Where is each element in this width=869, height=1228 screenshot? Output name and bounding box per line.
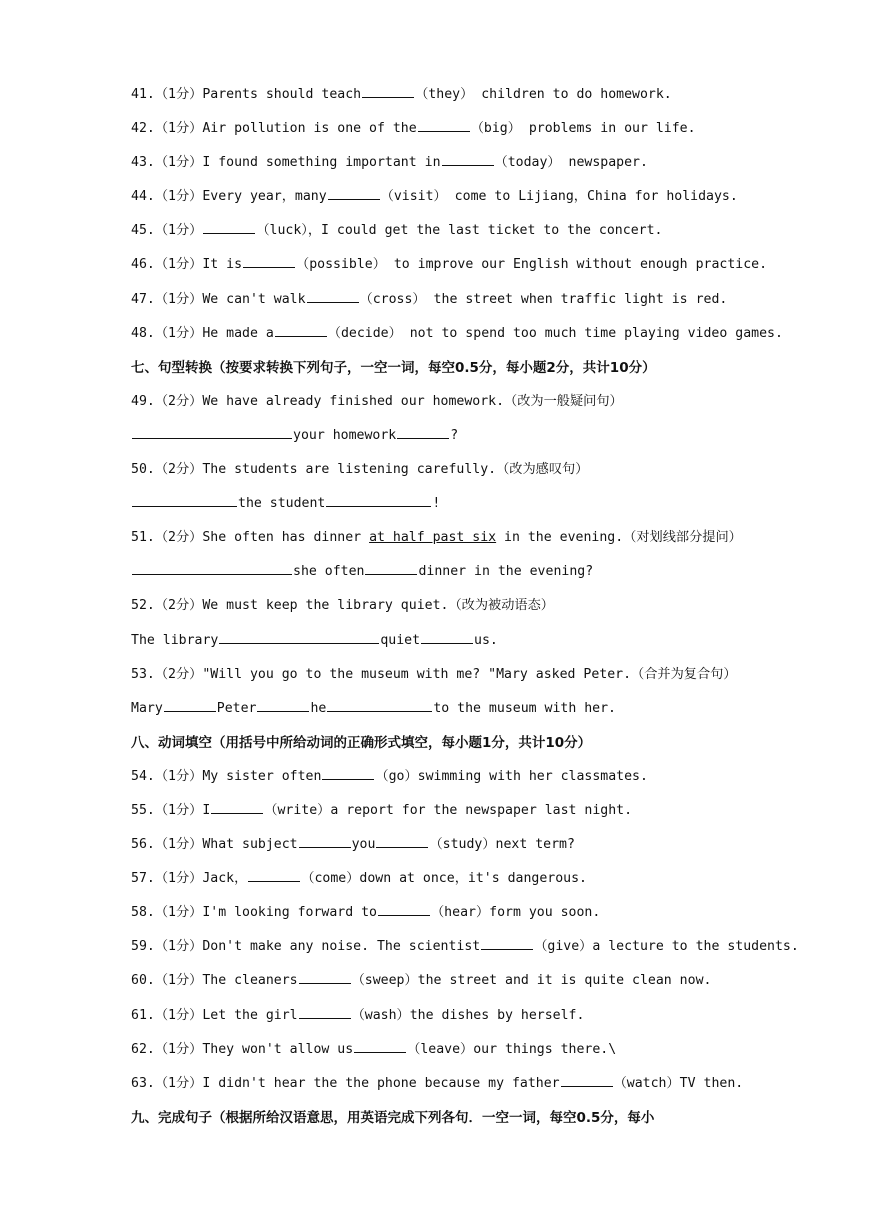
question-53-answer: Mary Peter he to the museum with her.	[131, 696, 741, 730]
answer-blank[interactable]	[211, 798, 263, 814]
question-57: 57.（1分）Jack， （come）down at once，it's dangerous.	[131, 866, 741, 900]
question-58: 58.（1分）I'm looking forward to （hear）form you soon.	[131, 900, 741, 934]
answer-blank[interactable]	[248, 866, 300, 882]
question-51: 51.（2分）She often has dinner at half past six in the evening.（对划线部分提问）	[131, 530, 742, 546]
answer-blank[interactable]	[365, 559, 417, 575]
section-7-heading: 七、句型转换（按要求转换下列句子，一空一词，每空0.5分，每小题2分，共计10分）	[131, 359, 656, 376]
question-63: 63.（1分）I didn't hear the the phone because my father （watch）TV then.	[131, 1071, 741, 1105]
answer-blank[interactable]	[481, 934, 533, 950]
question-49: 49.（2分）We have already finished our homework.（改为一般疑问句）	[131, 393, 623, 409]
answer-blank[interactable]	[299, 1003, 351, 1019]
question-59: 59.（1分）Don't make any noise. The scientist （give）a lecture to the students.	[131, 934, 741, 968]
worksheet-page	[131, 82, 799, 1139]
question-56: 56.（1分）What subject you （study）next term?	[131, 832, 741, 866]
underlined-phrase: at half past six	[369, 530, 497, 546]
answer-blank[interactable]	[164, 696, 216, 712]
question-43: 43.（1分）I found something important in （today） newspaper.	[131, 150, 741, 184]
question-50: 50.（2分）The students are listening carefully.（改为感叹句）	[131, 462, 589, 478]
answer-blank[interactable]	[442, 150, 494, 166]
answer-blank[interactable]	[362, 82, 414, 98]
question-61: 61.（1分）Let the girl （wash）the dishes by herself.	[131, 1003, 741, 1037]
answer-blank[interactable]	[132, 559, 292, 575]
question-52-answer: The library quiet us.	[131, 628, 741, 662]
answer-blank[interactable]	[326, 491, 431, 507]
question-42: 42.（1分）Air pollution is one of the （big） problems in our life.	[131, 116, 741, 150]
answer-blank[interactable]	[327, 696, 432, 712]
question-60: 60.（1分）The cleaners （sweep）the street and it is quite clean now.	[131, 968, 741, 1002]
question-51-answer: she often dinner in the evening?	[131, 559, 741, 593]
question-48: 48.（1分）He made a （decide） not to spend too much time playing video games.	[131, 321, 741, 355]
answer-blank[interactable]	[397, 423, 449, 439]
answer-blank[interactable]	[378, 900, 430, 916]
answer-blank[interactable]	[328, 184, 380, 200]
answer-blank[interactable]	[354, 1037, 406, 1053]
answer-blank[interactable]	[307, 287, 359, 303]
question-62: 62.（1分）They won't allow us （leave）our things there.\	[131, 1037, 741, 1071]
answer-blank[interactable]	[132, 491, 237, 507]
question-45: 45.（1分） （luck），I could get the last ticket to the concert.	[131, 218, 741, 252]
question-47: 47.（1分）We can't walk （cross） the street when traffic light is red.	[131, 287, 741, 321]
answer-blank[interactable]	[132, 423, 292, 439]
answer-blank[interactable]	[418, 116, 470, 132]
answer-blank[interactable]	[421, 628, 473, 644]
question-52: 52.（2分）We must keep the library quiet.（改为被动语态）	[131, 598, 554, 614]
question-44: 44.（1分）Every year，many （visit） come to Lijiang，China for holidays.	[131, 184, 741, 218]
answer-blank[interactable]	[243, 252, 295, 268]
question-46: 46.（1分）It is （possible） to improve our English without enough practice.	[131, 252, 741, 286]
question-55: 55.（1分）I （write）a report for the newspaper last night.	[131, 798, 741, 832]
answer-blank[interactable]	[299, 832, 351, 848]
answer-blank[interactable]	[376, 832, 428, 848]
answer-blank[interactable]	[299, 968, 351, 984]
question-54: 54.（1分）My sister often （go）swimming with her classmates.	[131, 764, 741, 798]
question-41: 41.（1分）Parents should teach （they） children to do homework.	[131, 82, 741, 116]
answer-blank[interactable]	[257, 696, 309, 712]
answer-blank[interactable]	[219, 628, 379, 644]
question-50-answer: the student !	[131, 491, 741, 525]
answer-blank[interactable]	[322, 764, 374, 780]
section-9-heading: 九、完成句子（根据所给汉语意思，用英语完成下列各句．一空一词，每空0.5分，每小	[131, 1109, 655, 1126]
answer-blank[interactable]	[561, 1071, 613, 1087]
question-49-answer: your homework ?	[131, 423, 741, 457]
question-53: 53.（2分）"Will you go to the museum with me? "Mary asked Peter.（合并为复合句）	[131, 666, 737, 682]
section-8-heading: 八、动词填空（用括号中所给动词的正确形式填空，每小题1分，共计10分）	[131, 734, 592, 751]
answer-blank[interactable]	[275, 321, 327, 337]
answer-blank[interactable]	[203, 218, 255, 234]
